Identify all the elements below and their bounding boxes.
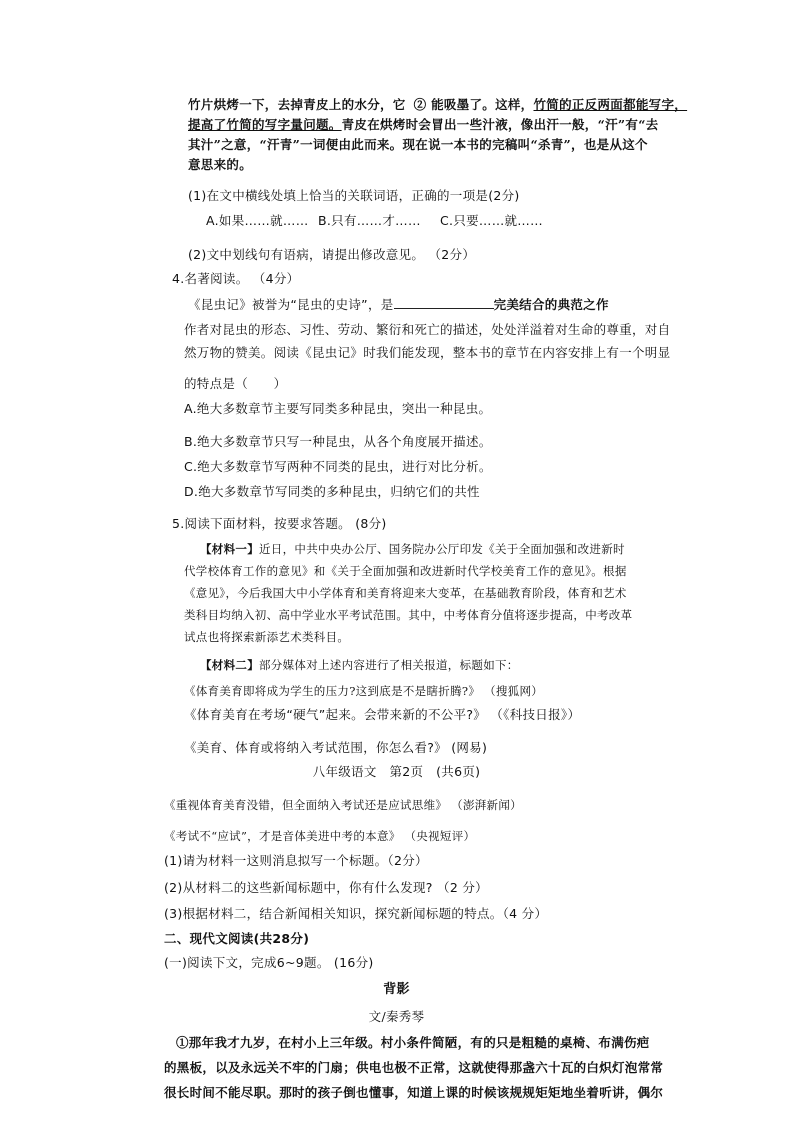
q3-passage-line-1 — [188, 97, 687, 113]
q3-underlined-sentence-b: 提高了竹简的写字量问题。 — [188, 117, 342, 132]
material1-label: 【材料一】 — [200, 542, 259, 556]
essay-p1-line-3: 很长时间不能尽职。那时的孩子倒也懂事，知道上课的时候该规规矩矩地坐着听讲，偶尔 — [164, 1085, 664, 1100]
section2-part1: (一)阅读下文，完成6~9题。 (16分) — [164, 955, 374, 970]
q4-line1-part-a: 《昆虫记》被誉为“昆虫的史诗”，是 — [188, 297, 394, 312]
q4-option-b: B.绝大多数章节只写一种昆虫，从各个角度展开描述。 — [184, 434, 492, 449]
q3-line1-part-b: 能吸墨了。这样， — [426, 97, 534, 112]
q5-material1-line-4: 类科目均纳入初、高中学业水平考试范围。其中，中考体育分值将逐步提高，中考改革 — [184, 608, 633, 622]
q5-headline-3: 《美育、体育或将纳入考试范围，你怎么看?》 (网易) — [184, 740, 488, 755]
q4-line-2: 作者对昆虫的形态、习性、劳动、繁衍和死亡的描述，处处洋溢着对生命的尊重，对自 — [184, 322, 671, 337]
q5-material1-line-5: 试点也将探索新添艺术类科目。 — [184, 630, 350, 644]
q5-material1-line-1 — [200, 541, 625, 557]
essay-p1-line-1: ①那年我才九岁，在村小上三年级。村小条件简陋，有的只是粗糙的桌椅、布满伤疤 — [176, 1035, 650, 1050]
q5-title: 5.阅读下面材料，按要求答题。 (8分) — [172, 516, 387, 531]
q4-option-a: A.绝大多数章节主要写同类多种昆虫，突出一种昆虫。 — [184, 401, 492, 416]
q3-sub1-option-a: A.如果……就…… — [206, 213, 309, 228]
q5-headline-5: 《考试不“应试”，才是音体美进中考的本意》 （央视短评） — [164, 829, 476, 843]
q4-line-1 — [188, 296, 609, 313]
q4-line1-part-b: 完美结合的典范之作 — [493, 297, 609, 312]
blank-marker-2: ② — [413, 97, 427, 112]
q4-line-3: 然万物的赞美。阅读《昆虫记》时我们能发现，整本书的章节在内容安排上有一个明显 — [184, 345, 671, 360]
q5-headline-2: 《体育美育在考场“硬气”起来。会带来新的不公平?》 （《科技日报》） — [184, 707, 581, 722]
q4-option-d: D.绝大多数章节写同类的多种昆虫，归纳它们的共性 — [184, 484, 480, 499]
q3-sub1-option-c: C.只要……就…… — [440, 213, 543, 228]
answer-blank — [394, 296, 494, 309]
material2-line1-text: 部分媒体对上述内容进行了相关报道，标题如下： — [259, 658, 519, 672]
q3-sub2-stem: (2)文中划线句有语病，请提出修改意见。 （2分） — [188, 247, 476, 262]
q4-line-4: 的特点是（ ） — [184, 376, 287, 391]
q5-headline-4: 《重视体育美育没错，但全面纳入考试还是应试思维》 （澎湃新闻） — [164, 798, 522, 812]
q5-sub3: (3)根据材料二，结合新闻相关知识，探究新闻标题的特点。（4 分） — [164, 906, 548, 921]
q5-material1-line-3: 《意见》，今后我国大中小学体育和美育将迎来大变革，在基础教育阶段，体育和艺术 — [184, 586, 627, 600]
q5-headline-1: 《体育美育即将成为学生的压力?这到底是不是瞎折腾?》 （搜狐网） — [184, 684, 544, 698]
q3-line2-rest: 青皮在烘烤时会冒出一些汁液，像出汗一般，“汗”有“去 — [341, 117, 659, 132]
q3-passage-line-4: 意思来的。 — [188, 157, 253, 172]
q5-sub1: (1)请为材料一这则消息拟写一个标题。（2分） — [164, 853, 428, 868]
page-footer: 八年级语文 第2页 (共6页) — [312, 764, 481, 779]
q4-option-c: C.绝大多数章节写两种不同类的昆虫，进行对比分析。 — [184, 459, 492, 474]
q5-material1-line-2: 代学校体育工作的意见》和《关于全面加强和改进新时代学校美育工作的意见》。根据 — [184, 564, 627, 578]
q3-passage-line-3: 其汁”之意，“汗青”一词便由此而来。现在说一本书的完稿叫“杀青”，也是从这个 — [188, 137, 648, 152]
material2-label: 【材料二】 — [200, 658, 259, 672]
q3-passage-line-2 — [188, 117, 658, 133]
q3-line1-part-a: 竹片烘烤一下，去掉青皮上的水分，它 — [188, 97, 406, 112]
q5-material2-line-1 — [200, 657, 519, 673]
q3-sub1-option-b: B.只有……才…… — [318, 213, 421, 228]
essay-title: 背影 — [383, 982, 410, 997]
section2-title: 二、现代文阅读(共28分) — [164, 931, 310, 946]
essay-p1-line-2: 的黑板，以及永远关不牢的门扇；供电也极不正常，这就使得那盏六十瓦的白炽灯泡常常 — [164, 1060, 664, 1075]
essay-author: 文/秦秀琴 — [368, 1009, 425, 1024]
q3-underlined-sentence-a: 竹简的正反两面都能写字， — [533, 97, 688, 112]
q4-title: 4.名著阅读。 （4分） — [172, 271, 300, 286]
q5-sub2: (2)从材料二的这些新闻标题中，你有什么发现? （2 分） — [164, 880, 488, 895]
material1-line1-text: 近日，中共中央办公厅、国务院办公厅印发《关于全面加强和改进新时 — [259, 542, 625, 556]
q3-sub1-stem: (1)在文中横线处填上恰当的关联词语，正确的一项是(2分) — [188, 188, 520, 203]
